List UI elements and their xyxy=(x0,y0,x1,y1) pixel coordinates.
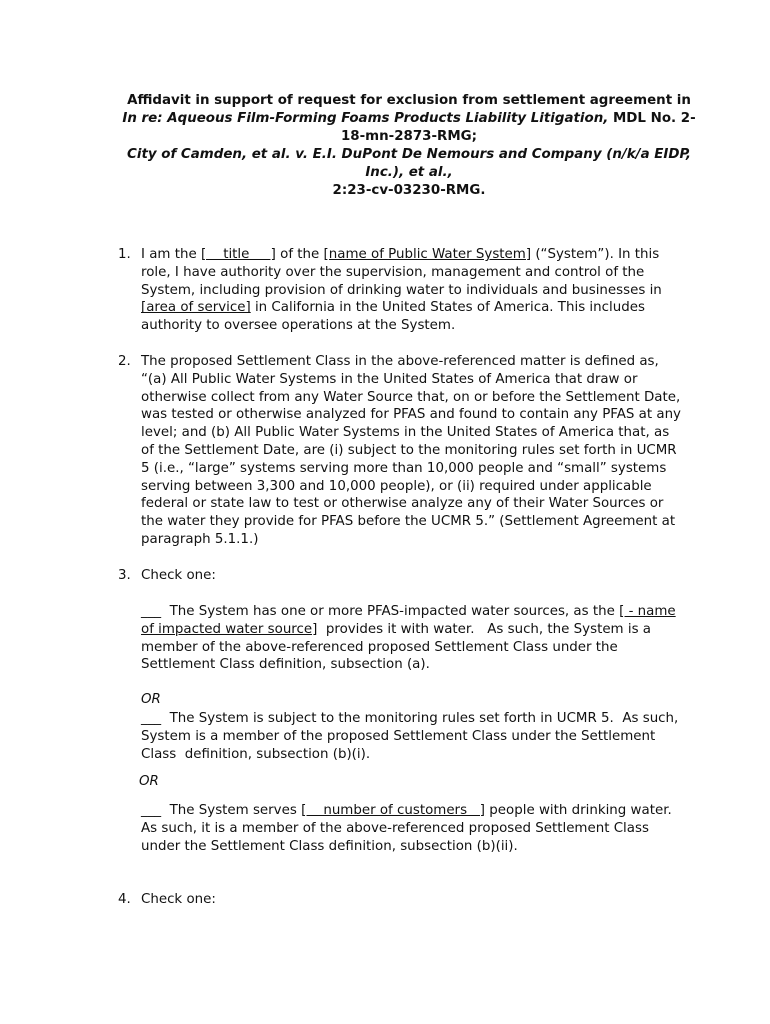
text-span: provides it with water. As such, the System is a member of the above-referenced proposed Settlement Class under the Settlement Class definition, subsection (a). xyxy=(141,621,656,673)
title-field[interactable]: [ title ] xyxy=(200,247,276,262)
title-line: Affidavit in support of request for exclusion from settlement agreement in xyxy=(127,93,691,108)
option-a-checkbox-blank[interactable]: ___ xyxy=(141,604,162,619)
service-area-field[interactable]: [area of service] xyxy=(141,300,251,316)
text-span: of the xyxy=(275,247,324,262)
paragraph-1 xyxy=(118,246,683,335)
document-title xyxy=(120,92,698,200)
text-span: in California in the United States of America. This includes authority to oversee operations at the System. xyxy=(141,300,645,334)
customer-count-field[interactable]: [ number of customers ] xyxy=(301,803,486,818)
paragraph-number: 3. xyxy=(118,568,131,583)
case-name-italic: In re: Aqueous Film-Forming Foams Products Liability Litigation, xyxy=(122,111,609,126)
option-c xyxy=(141,802,686,855)
option-c-checkbox-blank[interactable]: ___ xyxy=(141,803,162,818)
text-span: I am the xyxy=(141,247,201,262)
text-span: The System is subject to the monitoring rules set forth in UCMR 5. As such, System is a member of the proposed Settlement Class under the Settlement Class definition, subsection (b)(i). xyxy=(141,711,683,762)
check-one-label: Check one: xyxy=(141,892,216,907)
paragraph-4 xyxy=(118,891,683,909)
option-a xyxy=(141,603,686,674)
option-b-checkbox-blank[interactable]: ___ xyxy=(141,711,162,726)
paragraph-number: 4. xyxy=(118,892,131,907)
paragraph-2 xyxy=(118,353,683,549)
paragraph-2-text: The proposed Settlement Class in the above-referenced matter is defined as, “(a) All Public Water Systems in the United States of America that draw or otherwise collect from any Water Source that, on or before the Settlement Date, was tested or otherwise analyzed for PFAS and found to contain any PFAS at any level; and (b) All Public Water Systems in the United States of America that, as of the Settlement Date, are (i) subject to the monitoring rules set forth in UCMR 5 (i.e., “large” systems serving more than 10,000 people and “small” systems serving between 3,300 and 10,000 people), or (ii) required under applicable federal or state law to test or otherwise analyze any of their Water Sources or the water they provide for PFAS before the UCMR 5.” (Settlement Agreement at paragraph 5.1.1.) xyxy=(141,354,681,547)
case-number: MDL No. 2-18-mn-2873-RMG; xyxy=(340,111,696,144)
text-span: The System has one or more PFAS-impacted water sources, as the xyxy=(161,604,620,619)
text-span: The System serves xyxy=(161,803,302,818)
paragraph-1-text xyxy=(141,246,683,335)
option-b xyxy=(141,710,686,763)
or-separator-2: OR xyxy=(139,774,159,789)
paragraph-number: 2. xyxy=(118,354,131,369)
system-name-field[interactable]: [name of Public Water System] xyxy=(323,247,532,262)
text-span: people with drinking water. As such, it is a member of the above-referenced proposed Settlement Class under the Settlement Class definition, subsection (b)(ii). xyxy=(141,803,672,854)
check-one-label: Check one: xyxy=(141,568,216,583)
or-separator-1: OR xyxy=(141,692,161,707)
case2-name-italic: City of Camden, et al. v. E.I. DuPont De Nemours and Company (n/k/a EIDP, Inc.), et al., xyxy=(127,147,691,180)
text-span: (“System”). In this role, I have authority over the supervision, management and control of the System, including provision of drinking water to individuals and businesses in xyxy=(141,247,662,298)
case2-number: 2:23-cv-03230-RMG. xyxy=(332,183,486,198)
impacted-source-field[interactable]: [ - name of impacted water source] xyxy=(141,604,676,637)
paragraph-3 xyxy=(118,567,683,585)
paragraph-number: 1. xyxy=(118,247,131,262)
